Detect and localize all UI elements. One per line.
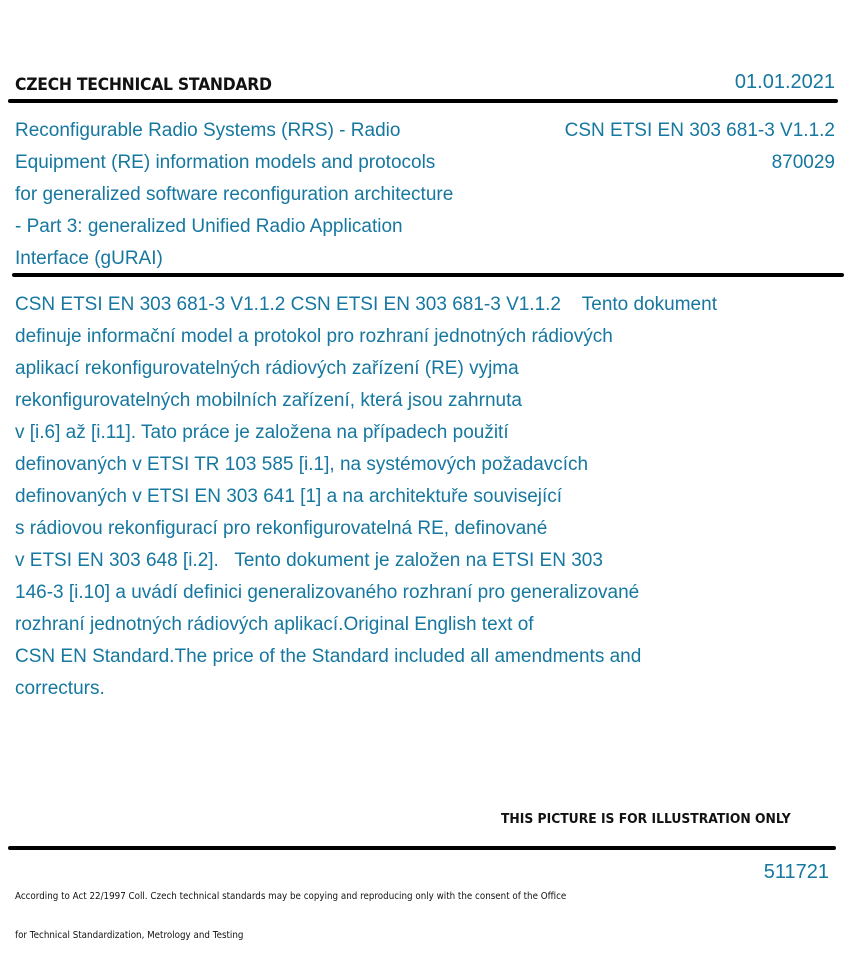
description-line: correcturs.	[15, 678, 105, 699]
order-number: 511721	[763, 861, 829, 883]
title-line: Interface (gURAI)	[15, 248, 163, 269]
description-line: CSN EN Standard.The price of the Standard included all amendments and	[15, 646, 642, 667]
description-line: definuje informační model a protokol pro rozhraní jednotných rádiových	[15, 326, 613, 347]
standard-title	[15, 115, 515, 275]
title-line: for generalized software reconfiguration architecture	[15, 184, 454, 205]
standard-code: CSN ETSI EN 303 681-3 V1.1.2	[564, 120, 835, 141]
description-line: v ETSI EN 303 648 [i.2]. Tento dokument je založen na ETSI EN 303	[15, 550, 603, 571]
illustration-note: THIS PICTURE IS FOR ILLUSTRATION ONLY	[501, 812, 791, 827]
standard-description	[15, 289, 835, 705]
description-line: v [i.6] až [i.11]. Tato práce je založena na případech použití	[15, 422, 509, 443]
description-line: definovaných v ETSI EN 303 641 [1] a na architektuře související	[15, 486, 563, 507]
description-line: 146-3 [i.10] a uvádí definici generalizovaného rozhraní pro generalizované	[15, 582, 640, 603]
legal-line: According to Act 22/1997 Coll. Czech technical standards may be copying and reproducing only with the consent of the Office	[15, 891, 567, 902]
title-divider	[12, 273, 844, 277]
description-line: rozhraní jednotných rádiových aplikací.Original English text of	[15, 614, 534, 635]
document-type-label: CZECH TECHNICAL STANDARD	[15, 75, 272, 95]
title-line: - Part 3: generalized Unified Radio Application	[15, 216, 403, 237]
legal-notice	[15, 864, 566, 955]
description-line: rekonfigurovatelných mobilních zařízení, která jsou zahrnuta	[15, 390, 522, 411]
title-line: Equipment (RE) information models and protocols	[15, 152, 436, 173]
catalog-number: 870029	[771, 152, 835, 173]
standard-identifier	[565, 115, 835, 179]
title-line: Reconfigurable Radio Systems (RRS) - Radio	[15, 120, 401, 141]
description-line: s rádiovou rekonfigurací pro rekonfigurovatelná RE, definované	[15, 518, 548, 539]
publication-date: 01.01.2021	[734, 71, 835, 93]
description-line: CSN ETSI EN 303 681-3 V1.1.2 CSN ETSI EN 303 681-3 V1.1.2 Tento dokument	[15, 294, 717, 315]
footer-divider	[8, 846, 836, 850]
legal-line: for Technical Standardization, Metrology and Testing	[15, 930, 244, 941]
header-divider	[8, 99, 838, 103]
description-line: aplikací rekonfigurovatelných rádiových zařízení (RE) vyjma	[15, 358, 519, 379]
description-line: definovaných v ETSI TR 103 585 [i.1], na systémových požadavcích	[15, 454, 589, 475]
